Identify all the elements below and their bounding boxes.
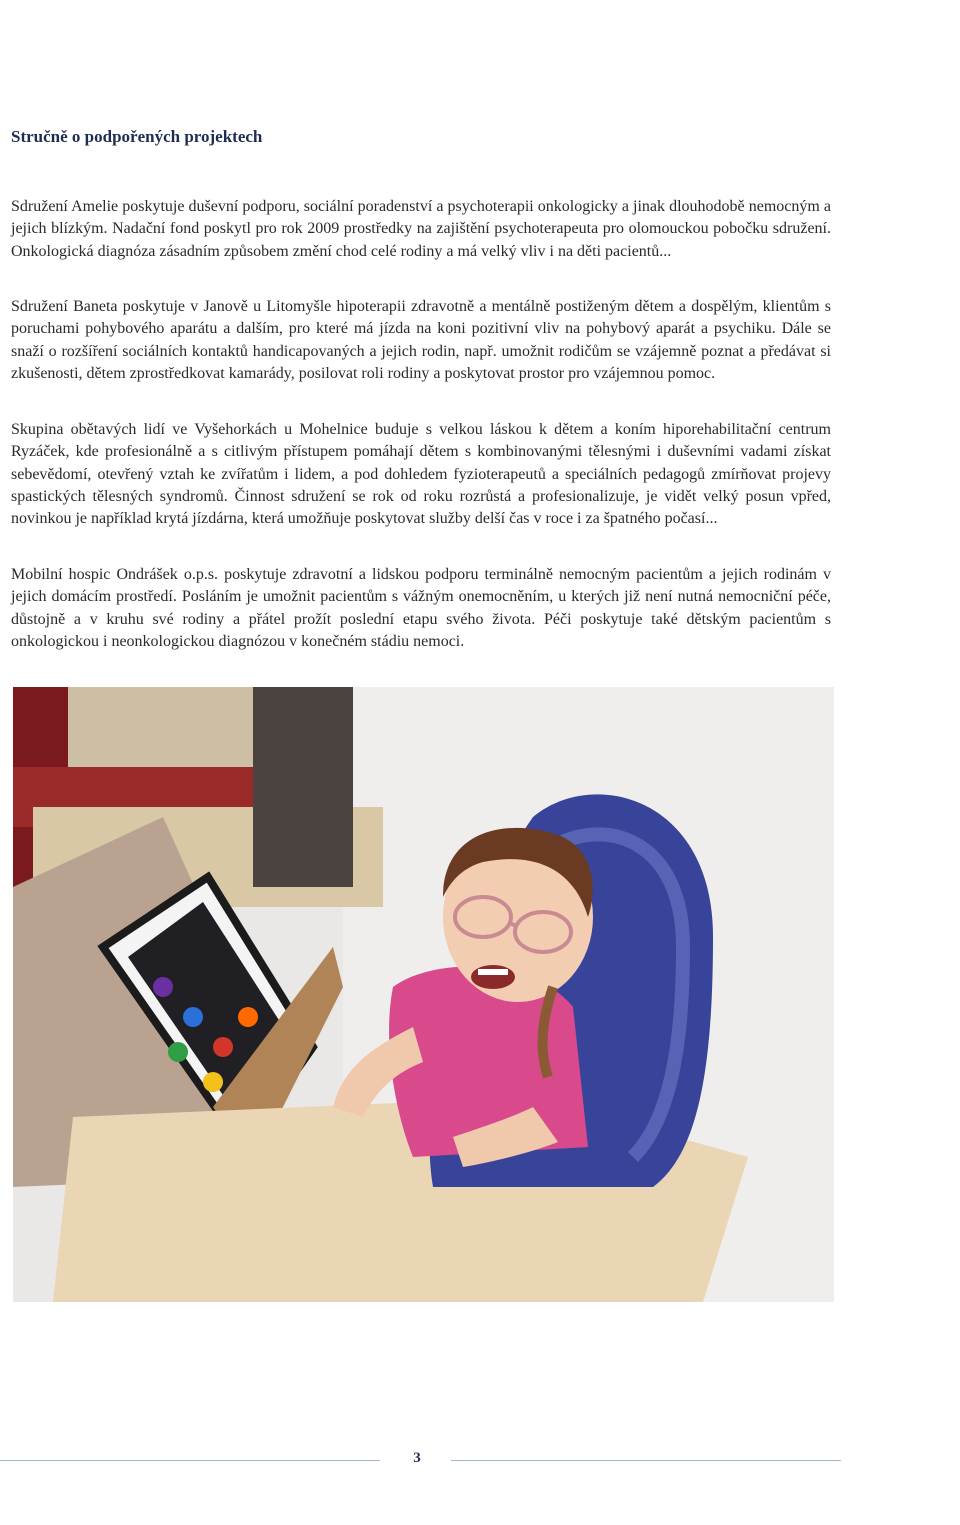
photo-child-with-tablet <box>13 687 834 1302</box>
page-number: 3 <box>413 1450 421 1466</box>
footer-rule-left <box>0 1460 380 1461</box>
paragraph-amelie: Sdružení Amelie poskytuje duševní podporu, sociální poradenství a psychoterapii onkologicky a jinak dlouhodobě nemocným a jejich blízkým. Nadační fond poskytl pro rok 2009 prostředky na zajištění psychoterapeuta pro olomouckou pobočku sdružení. Onkologická diagnóza zásadním způsobem změní chod celé rodiny a má velký vliv i na děti pacientů... <box>11 198 831 260</box>
paragraph-ondrasek: Mobilní hospic Ondrášek o.p.s. poskytuje zdravotní a lidskou podporu terminálně nemocným pacientům a jejich rodinám v jejich domácím prostředí. Posláním je umožnit pacientům s vážným onemocněním, u kterých již není nutná nemocniční péče, důstojně a v kruhu své rodiny a přátel prožít poslední etapu svého života. Péči poskytuje také dětským pacientům s onkologickou i neonkologickou diagnózou v konečném stádiu nemoci. <box>11 566 831 650</box>
paragraph-ryzacek: Skupina obětavých lidí ve Vyšehorkách u Mohelnice buduje s velkou láskou k dětem a koním hiporehabilitační centrum Ryzáček, kde profesionálně a s citlivým přístupem pomáhají dětem s kombinovanými tělesnými i duševními vadami získat sebevědomí, otevřený vztah ke zvířatům i lidem, a pod dohledem fyzioterapeutů a speciálních pedagogů zmírňovat projevy spastických tělesných syndromů. Činnost sdružení se rok od roku rozrůstá a profesionalizuje, je vidět velký posun vpřed, novinkou je například krytá jízdárna, která umožňuje poskytovat služby delší čas v roce i za špatného počasí... <box>11 421 831 528</box>
paragraph-baneta: Sdružení Baneta poskytuje v Janově u Litomyšle hipoterapii zdravotně a mentálně postiženým dětem a dospělým, klientům s poruchami pohybového aparátu a dalším, pro které má jízda na koni pozitivní vliv na pohybový aparát a psychiku. Dále se snaží o rozšíření sociálních kontaktů handicapovaných a jejich rodin, např. umožnit rodičům se vzájemně poznat a předávat si zkušenosti, dětem zprostředkovat kamarády, posilovat roli rodiny a poskytovat prostor pro vzájemnou pomoc. <box>11 298 831 382</box>
footer-rule-right <box>451 1460 841 1461</box>
section-heading: Stručně o podpořených projektech <box>11 127 263 146</box>
